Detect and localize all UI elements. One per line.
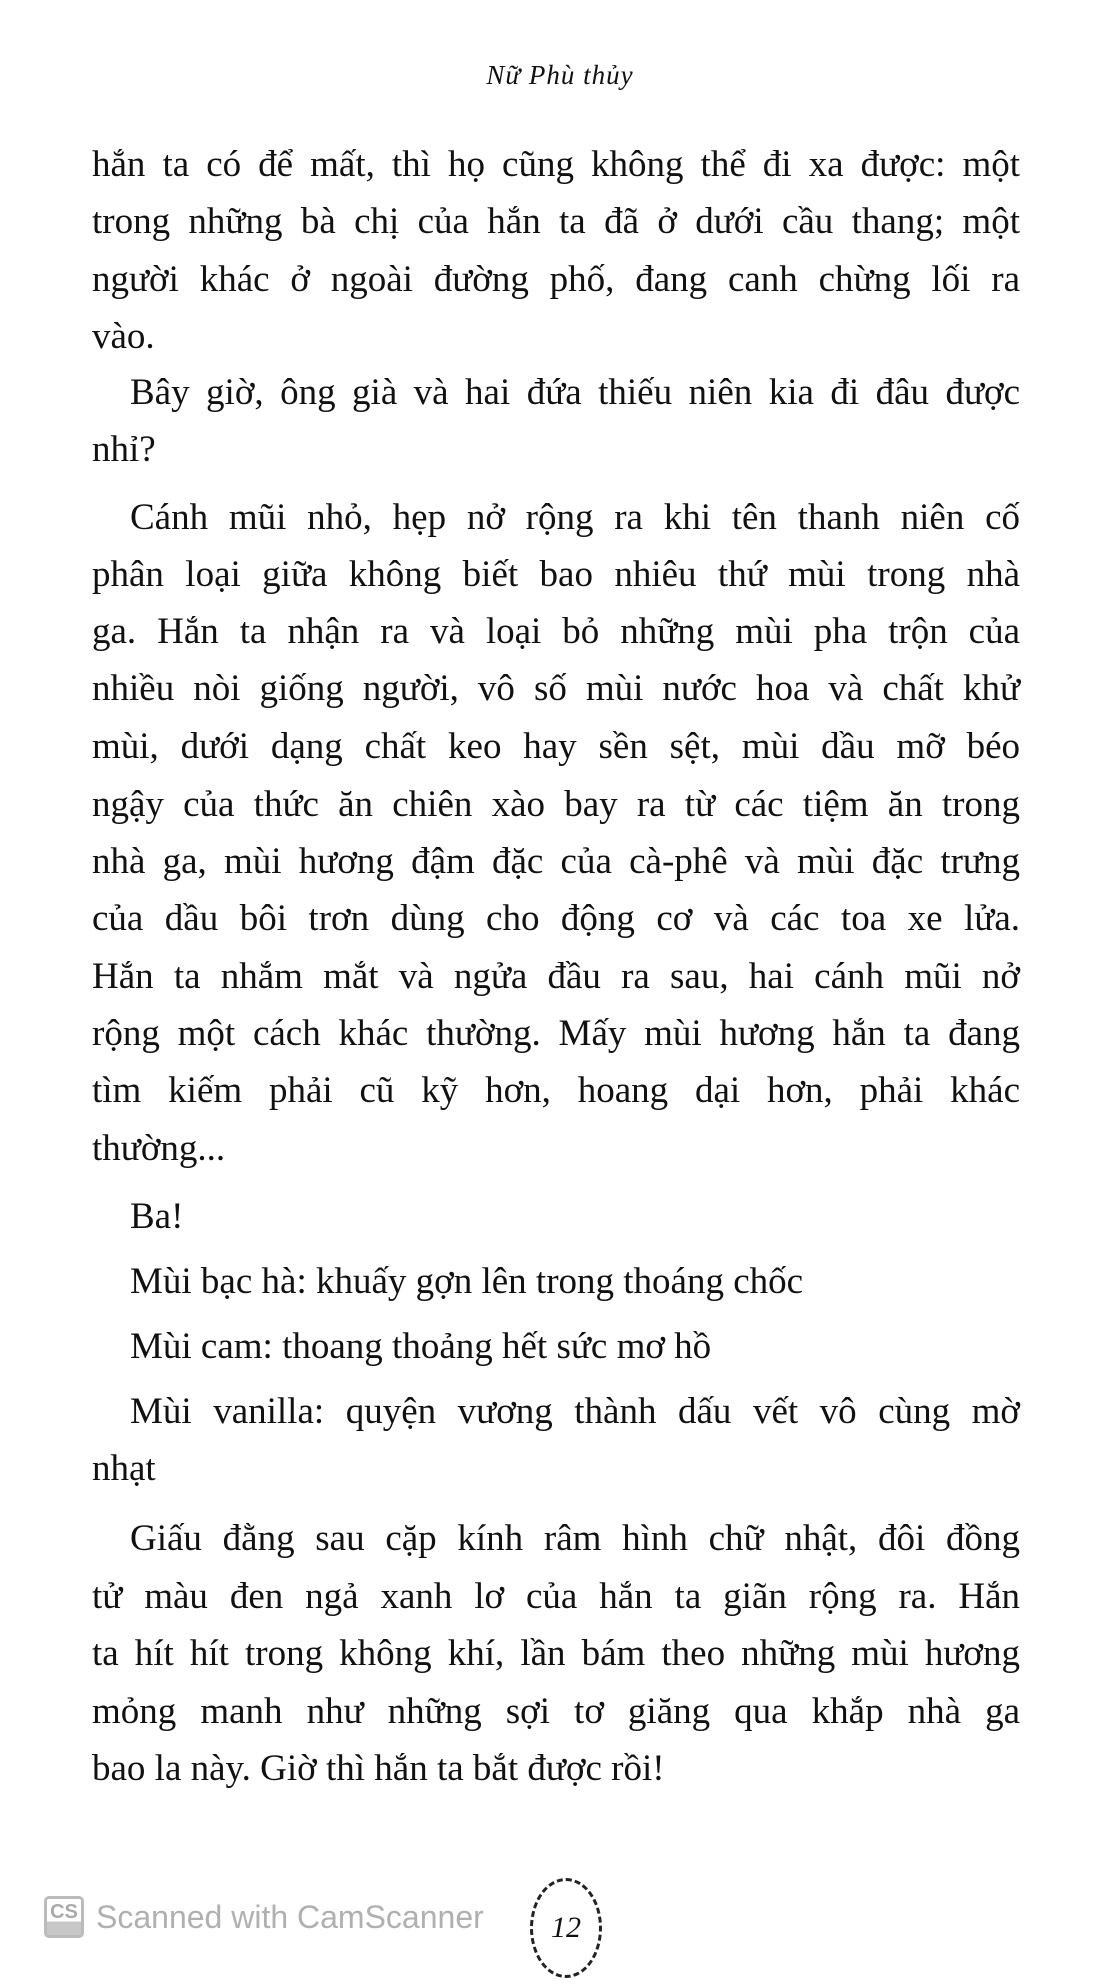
text-line: vào. — [92, 316, 155, 357]
text-line: nhà ga, mùi hương đậm đặc của cà-phê và mùi đặc trưng — [92, 841, 1020, 882]
text-line: tử màu đen ngả xanh lơ của hắn ta giãn rộng ra. Hắn — [92, 1576, 1020, 1617]
page-number: 12 — [530, 1878, 602, 1978]
text-line: nhiều nòi giống người, vô số mùi nước hoa và chất khử — [92, 668, 1020, 709]
text-line: phân loại giữa không biết bao nhiêu thứ mùi trong nhà — [92, 554, 1020, 595]
text-line: Hắn ta nhắm mắt và ngửa đầu ra sau, hai cánh mũi nở — [92, 956, 1020, 997]
text-line: Ba! — [130, 1196, 184, 1237]
text-line: Giấu đằng sau cặp kính râm hình chữ nhật, đôi đồng — [130, 1518, 1020, 1559]
text-line: Bây giờ, ông già và hai đứa thiếu niên kia đi đâu được — [130, 372, 1020, 413]
watermark-text: Scanned with CamScanner — [96, 1898, 484, 1935]
text-line: Cánh mũi nhỏ, hẹp nở rộng ra khi tên thanh niên cố — [130, 497, 1020, 538]
camscanner-watermark — [44, 1896, 484, 1938]
text-line: bao la này. Giờ thì hắn ta bắt được rồi! — [92, 1748, 665, 1789]
text-line: nhỉ? — [92, 429, 156, 470]
text-line: Mùi cam: thoang thoảng hết sức mơ hồ — [130, 1326, 712, 1367]
text-line: Mùi bạc hà: khuấy gợn lên trong thoáng chốc — [130, 1261, 804, 1302]
text-line: hắn ta có để mất, thì họ cũng không thể đi xa được: một — [92, 144, 1020, 185]
text-line: tìm kiếm phải cũ kỹ hơn, hoang dại hơn, phải khác — [92, 1070, 1020, 1111]
text-line: của dầu bôi trơn dùng cho động cơ và các toa xe lửa. — [92, 898, 1020, 939]
text-line: ta hít hít trong không khí, lần bám theo những mùi hương — [92, 1633, 1020, 1674]
text-line: người khác ở ngoài đường phố, đang canh chừng lối ra — [92, 259, 1020, 300]
text-line: trong những bà chị của hắn ta đã ở dưới cầu thang; một — [92, 201, 1020, 242]
text-line: rộng một cách khác thường. Mấy mùi hương hắn ta đang — [92, 1013, 1020, 1054]
text-line: ngậy của thức ăn chiên xào bay ra từ các tiệm ăn trong — [92, 784, 1020, 825]
running-header: Nữ Phù thủy — [486, 60, 634, 90]
text-line: mỏng manh như những sợi tơ giăng qua khắp nhà ga — [92, 1691, 1020, 1732]
text-line: mùi, dưới dạng chất keo hay sền sệt, mùi dầu mỡ béo — [92, 726, 1020, 767]
text-line: ga. Hắn ta nhận ra và loại bỏ những mùi pha trộn của — [92, 611, 1020, 652]
text-line: thường... — [92, 1128, 226, 1169]
text-line: Mùi vanilla: quyện vương thành dấu vết vô cùng mờ — [130, 1391, 1020, 1432]
text-line: nhạt — [92, 1448, 156, 1489]
camscanner-logo-icon: CS — [44, 1896, 84, 1938]
